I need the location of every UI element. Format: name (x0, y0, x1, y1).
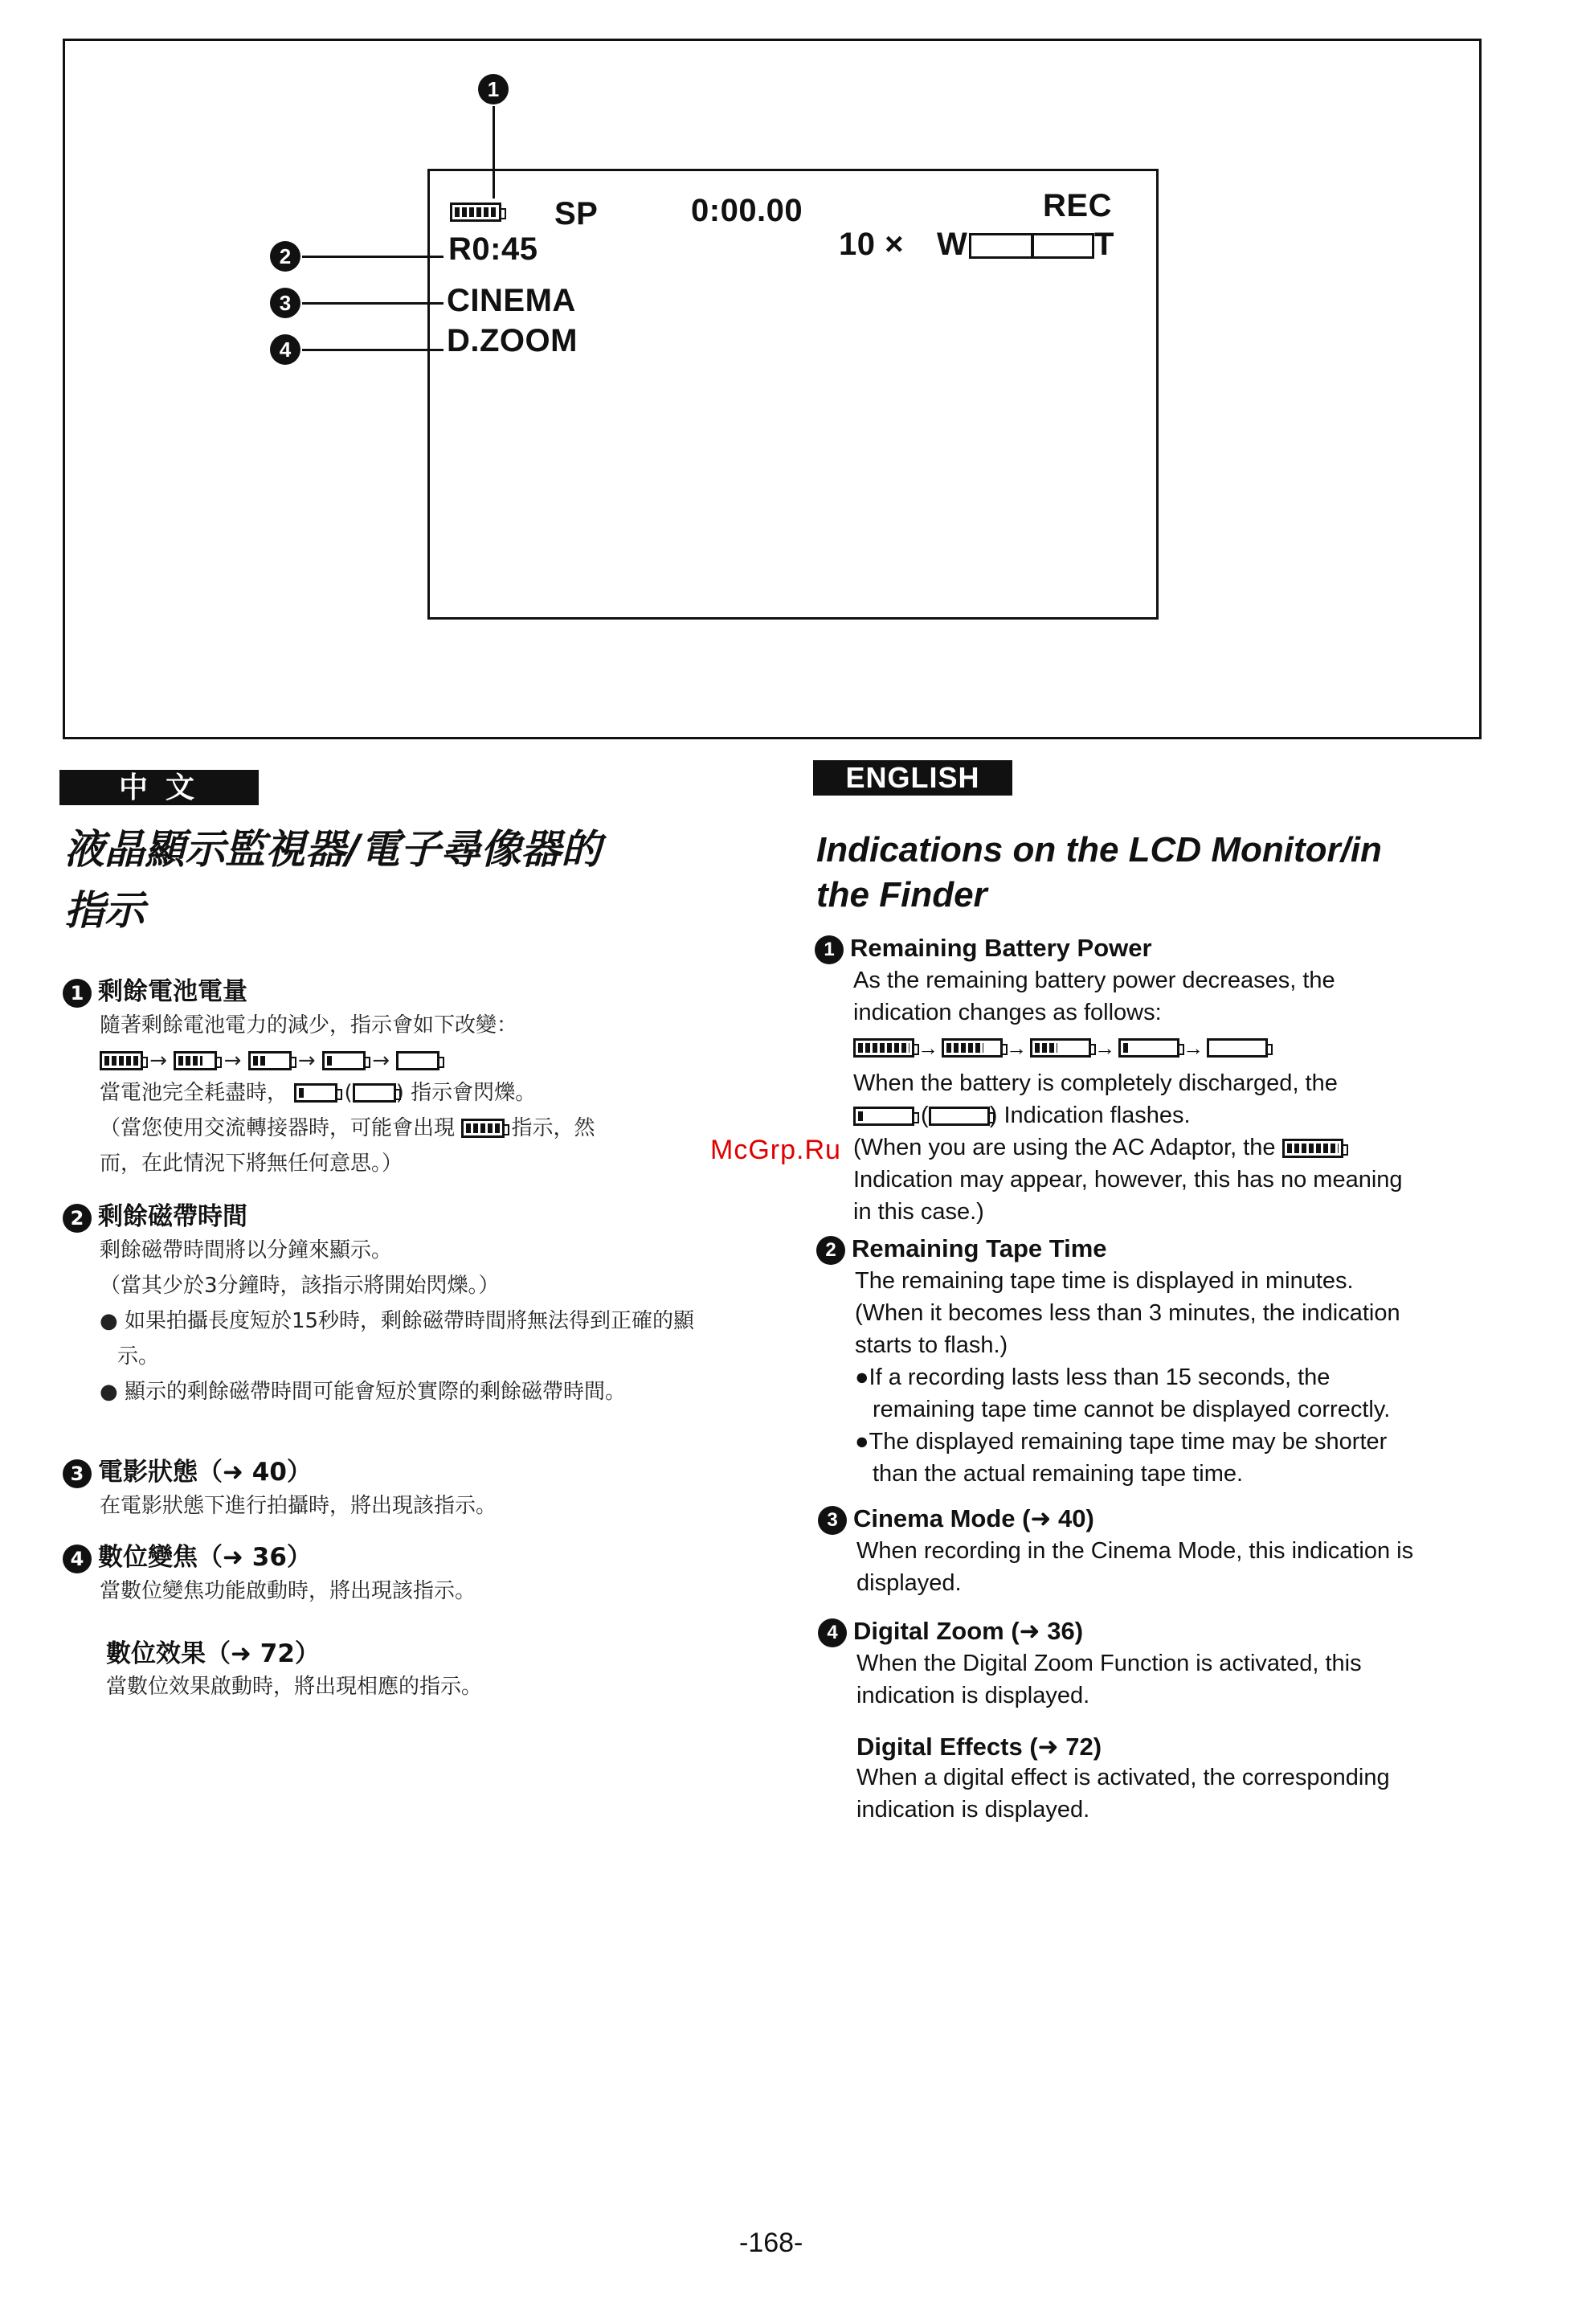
en-s4-sub-line1: When a digital effect is activated, the corresponding (856, 1764, 1390, 1790)
callout-3-leader (302, 302, 444, 305)
osd-zoom-value: 10 × (839, 227, 904, 262)
en-s2-line3: starts to flash.) (855, 1332, 1008, 1358)
zh-s3-heading: 電影狀態 (98, 1458, 198, 1487)
osd-zoom-t: T (1094, 227, 1114, 262)
zh-battery-sequence: → → → → (100, 1043, 721, 1075)
en-s1-line3: When the battery is completely discharged, the (853, 1070, 1338, 1096)
zh-s1-heading: 剩餘電池電量 (98, 977, 247, 1006)
en-s1-line7: in this case.) (853, 1198, 984, 1225)
battery-indicator-osd (450, 203, 501, 222)
zh-s4-sub-ref: （➜ 72） (206, 1639, 320, 1668)
en-section-2 (816, 1234, 1483, 1490)
callout-4-leader (302, 349, 444, 351)
zh-s4-sub-line1: 當數位效果啟動時，將出現相應的指示。 (106, 1674, 483, 1699)
zh-s1-line2: 當電池完全耗盡時， (100, 1080, 288, 1105)
en-num-2: 2 (816, 1236, 845, 1265)
zh-section-4 (63, 1536, 721, 1704)
en-battery-sequence: → → → → (853, 1032, 1482, 1064)
zh-s2-line1: 剩餘磁帶時間將以分鐘來顯示。 (100, 1238, 393, 1262)
zh-s1-line3b: 指示，然 (511, 1115, 595, 1140)
en-s2-line1: The remaining tape time is displayed in minutes. (855, 1267, 1354, 1294)
page-number: -168- (739, 2228, 803, 2258)
en-s1-heading: Remaining Battery Power (850, 934, 1152, 962)
en-s2-bullet2b: than the actual remaining tape time. (873, 1460, 1244, 1487)
title-en-1: Indications on the LCD Monitor/in (816, 830, 1382, 869)
zh-section-2 (63, 1196, 721, 1410)
en-s2-bullet2a: ●The displayed remaining tape time may be shorter (855, 1428, 1388, 1455)
zh-s2-line2: （當其少於3分鐘時，該指示將開始閃爍。） (100, 1273, 500, 1298)
en-num-1: 1 (815, 935, 844, 964)
lang-tag-zh: 中 文 (59, 770, 259, 805)
en-s3-line1: When recording in the Cinema Mode, this indication is (856, 1537, 1414, 1564)
zh-num-3: 3 (63, 1459, 92, 1488)
zh-s1-line4: 而，在此情況下將無任何意思。） (100, 1151, 403, 1176)
en-s1-line6: Indication may appear, however, this has no meaning (853, 1166, 1403, 1193)
zh-s1-line2b: 指示會閃爍。 (411, 1080, 537, 1105)
en-s2-bullet1a: ●If a recording lasts less than 15 seconds, the (855, 1364, 1331, 1390)
osd-dzoom: D.ZOOM (447, 323, 578, 358)
en-s4-sub-line2: indication is displayed. (856, 1796, 1090, 1823)
en-s3-heading: Cinema Mode (➜ 40) (853, 1504, 1094, 1532)
zh-num-2: 2 (63, 1204, 92, 1233)
en-s1-line2: indication changes as follows: (853, 999, 1162, 1025)
en-s4-heading: Digital Zoom (➜ 36) (853, 1617, 1084, 1645)
zh-s4-sub-heading: 數位效果 (106, 1639, 206, 1668)
zh-s4-line1: 當數位變焦功能啟動時，將出現該指示。 (100, 1578, 476, 1603)
en-s2-bullet1b: remaining tape time cannot be displayed correctly. (873, 1396, 1391, 1422)
zh-s1-line3: （當您使用交流轉接器時，可能會出現 (100, 1115, 456, 1140)
zh-num-1: 1 (63, 979, 92, 1008)
osd-rec: REC (1043, 188, 1112, 223)
en-s2-line2: (When it becomes less than 3 minutes, the indication (855, 1299, 1400, 1326)
callout-3: 3 (270, 288, 300, 318)
zh-s2-bullet2: ● 顯示的剩餘磁帶時間可能會短於實際的剩餘磁帶時間。 (100, 1379, 626, 1404)
osd-mode: SP (554, 196, 599, 231)
title-en-2: the Finder (816, 875, 987, 914)
en-num-4: 4 (818, 1618, 847, 1647)
zoom-bar (969, 233, 1094, 259)
zh-s1-line1: 隨著剩餘電池電力的減少，指示會如下改變： (100, 1013, 518, 1037)
osd-timecode: 0:00.00 (691, 193, 803, 228)
en-s1-line5: (When you are using the AC Adaptor, the (853, 1134, 1276, 1160)
callout-4: 4 (270, 334, 300, 365)
osd-zoom-w: W (937, 227, 968, 262)
en-num-3: 3 (818, 1506, 847, 1535)
en-section-1: 1 Remaining Battery Power As the remaining battery power decreases, the indication changes as follows: → → → → When the battery is completely discharged, the ( ) Indication flashes. (When you are using the AC Adaptor, the Indication may appear, however, this has no meaning in this case.) (815, 934, 1482, 1228)
en-s4-line1: When the Digital Zoom Function is activated, this (856, 1650, 1362, 1676)
callout-2-leader (302, 256, 444, 258)
watermark: McGrp.Ru (710, 1135, 841, 1165)
en-s2-heading: Remaining Tape Time (852, 1234, 1107, 1262)
osd-cinema: CINEMA (447, 283, 576, 318)
callout-2: 2 (270, 241, 300, 272)
en-s1-line1: As the remaining battery power decreases, the (853, 967, 1335, 993)
en-s3-line2: displayed. (856, 1569, 962, 1596)
en-section-3 (818, 1504, 1485, 1599)
en-section-4 (818, 1617, 1485, 1826)
zh-s2-heading: 剩餘磁帶時間 (98, 1202, 247, 1231)
zh-s3-line1: 在電影狀態下進行拍攝時，將出現該指示。 (100, 1493, 497, 1518)
zh-s3-ref: （➜ 40） (198, 1458, 312, 1487)
en-s4-sub-heading: Digital Effects (➜ 72) (856, 1732, 1102, 1761)
zh-section-1: 1 剩餘電池電量 隨著剩餘電池電力的減少，指示會如下改變： → → → → 當電池完全耗盡時， ( ) 指示會閃爍。 （當您使用交流轉接器時，可能會出現 指示，然 而，在此情況下將無任何意思。） (63, 971, 721, 1181)
osd-remaining: R0:45 (448, 231, 538, 267)
en-s1-line4: Indication flashes. (1004, 1102, 1191, 1128)
lang-tag-en: ENGLISH (813, 760, 1012, 796)
title-zh-1: 液晶顯示監視器/電子尋像器的 (64, 826, 602, 873)
callout-1: 1 (478, 74, 509, 104)
zh-section-3 (63, 1451, 721, 1524)
zh-s4-heading: 數位變焦 (98, 1543, 198, 1572)
en-s4-line2: indication is displayed. (856, 1682, 1090, 1708)
zh-s2-bullet1: ● 如果拍攝長度短於15秒時，剩餘磁帶時間將無法得到正確的顯示。 (100, 1308, 695, 1369)
zh-num-4: 4 (63, 1545, 92, 1573)
title-zh-2: 指示 (64, 887, 145, 934)
zh-s4-ref: （➜ 36） (198, 1543, 312, 1572)
